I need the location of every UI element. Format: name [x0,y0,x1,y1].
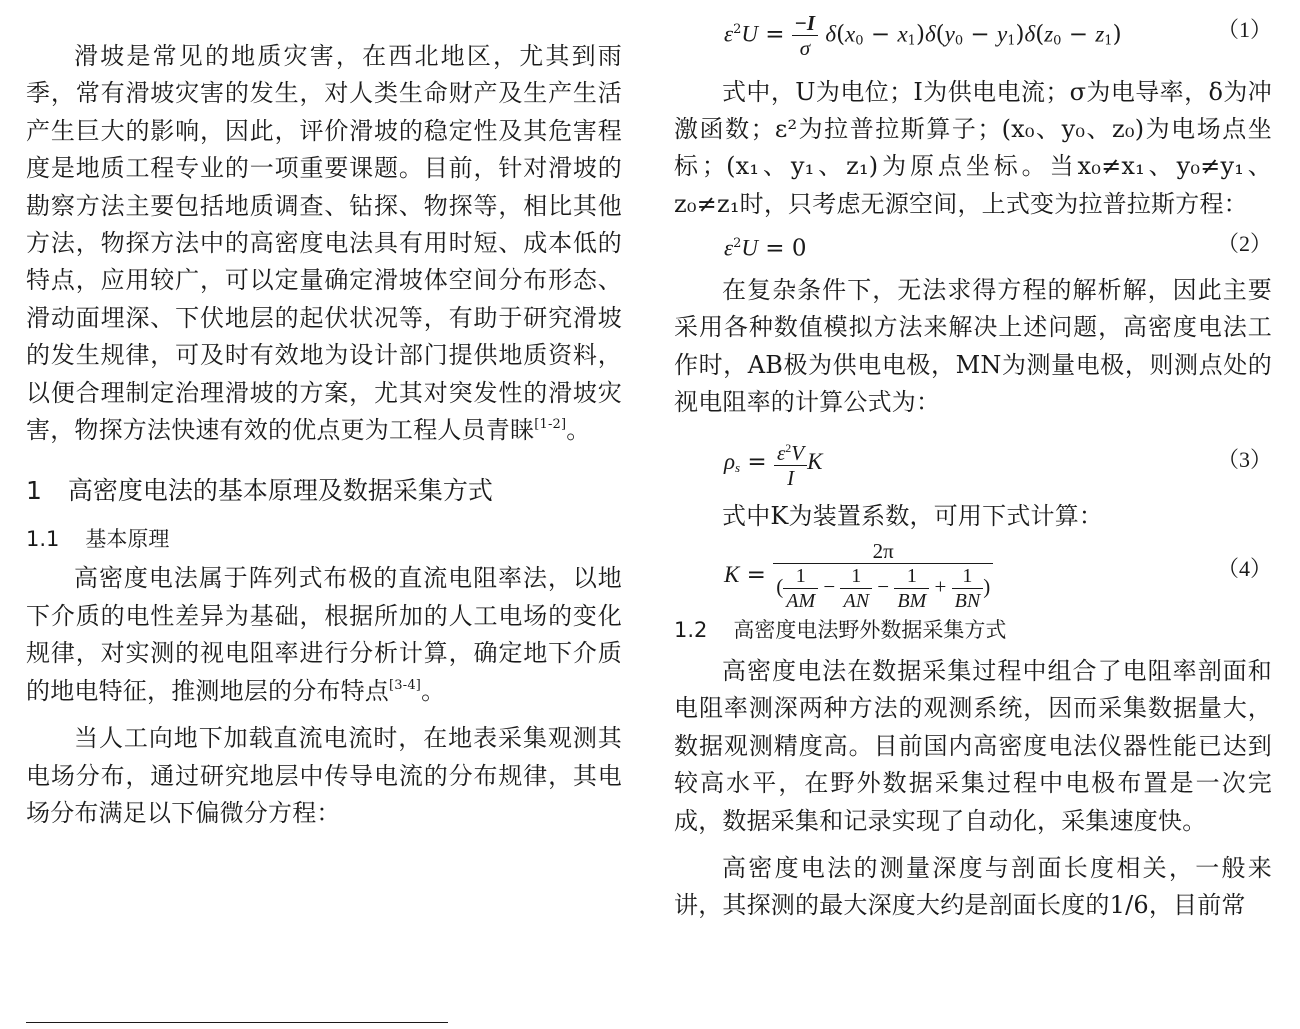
equation-3-description: 式中K为装置系数，可用下式计算： [722,501,1104,530]
intro-paragraph: 滑坡是常见的地质灾害，在西北地区，尤其到雨季，常有滑坡灾害的发生，对人类生命财产及生产生活产生巨大的影响，因此，评价滑坡的稳定性及其危害程度是地质工程专业的一项重要课题。目前，针对滑坡的勘察方法主要包括地质调查、钻探、物探等，相比其他方法，物探方法中的高密度电法具有用时短、成本低的特点，应用较广，可以定量确定滑坡体空间分布形态、滑动面埋深、下伏地层的起伏状况等，有助于研究滑坡的发生规律，可及时有效地为设计部门提供地质资料，以便合理制定治理滑坡的方案，尤其对突发性的滑坡灾害，物探方法快速有效的优点更为工程人员青睐[1-2]。 [26,42,622,445]
section-heading: 1 高密度电法的基本原理及数据采集方式 [26,476,493,506]
equation-number: （1） [1216,17,1272,42]
citation: [1-2] [534,417,567,433]
equation-1-description: 式中，U为电位；I为供电电流；σ为电导率，δ为冲激函数；ε²为拉普拉斯算子；(x₀、y₀、z₀)为电场点坐标；(x₁、y₁、z₁)为原点坐标。当x₀≠x₁、y₀≠y₁、z₀≠z₁时，只考虑无源空间，上式变为拉普拉斯方程： [674,77,1272,218]
equation-2: $\varepsilon^2U = 0$ （2） [674,225,1272,268]
left-column [26,0,622,832]
subsection-heading: 1.1 基本原理 [26,527,170,552]
complex-paragraph: 在复杂条件下，无法求得方程的解析解，因此主要采用各种数值模拟方法来解决上述问题，高密度电法工作时，AB极为供电电极，MN为测量电极，则测点处的视电阻率的计算公式为： [674,275,1272,417]
equation-number: （3） [1216,446,1272,472]
equation-1: $\varepsilon^2U$ = $\frac{-I}{\sigma}$ $\delta(x_0 - x_1)\delta(y_0 - y_1)\delta(z_0 - z_1)$ （1） [674,8,1272,64]
field-paragraph-1: 高密度电法在数据采集过程中组合了电阻率剖面和电阻率测深两种方法的观测系统，因而采集数据量大，数据观测精度高。目前国内高密度电法仪器性能已达到较高水平，在野外数据采集过程中电极布置是一次完成，数据采集和记录实现了自动化，采集速度快。 [674,656,1272,835]
equation-4: K = 2π ( $\frac{1}{AM}$ − $\frac{1}{AN}$ − $\frac{1}{BM}$ + $\frac{1}{BN}$ ) （4） [724,538,1272,612]
principle-paragraph: 高密度电法属于阵列式布极的直流电阻率法，以地下介质的电性差异为基础，根据所加的人工电场的变化规律，对实测的视电阻率进行分析计算，确定地下介质的地电特征，推测地层的分布特点[3-4]。 [26,564,622,705]
equation-number: （2） [1216,231,1272,257]
citation: [3-4] [389,677,422,693]
equation-number: （4） [1216,555,1272,581]
subsection-heading: 1.2 高密度电法野外数据采集方式 [674,617,1007,642]
current-paragraph: 当人工向地下加载直流电流时，在地表采集观测其电场分布，通过研究地层中传导电流的分布规律，其电场分布满足以下偏微分方程： [26,724,622,827]
footnote-rule [26,1022,448,1023]
equation-3: $\rho_s$ = $\frac{\varepsilon^2V}{I}$ K （3） [674,436,1272,492]
field-paragraph-2: 高密度电法的测量深度与剖面长度相关，一般来讲，其探测的最大深度大约是剖面长度的1/6，目前常 [674,854,1272,920]
right-column [674,0,1272,925]
